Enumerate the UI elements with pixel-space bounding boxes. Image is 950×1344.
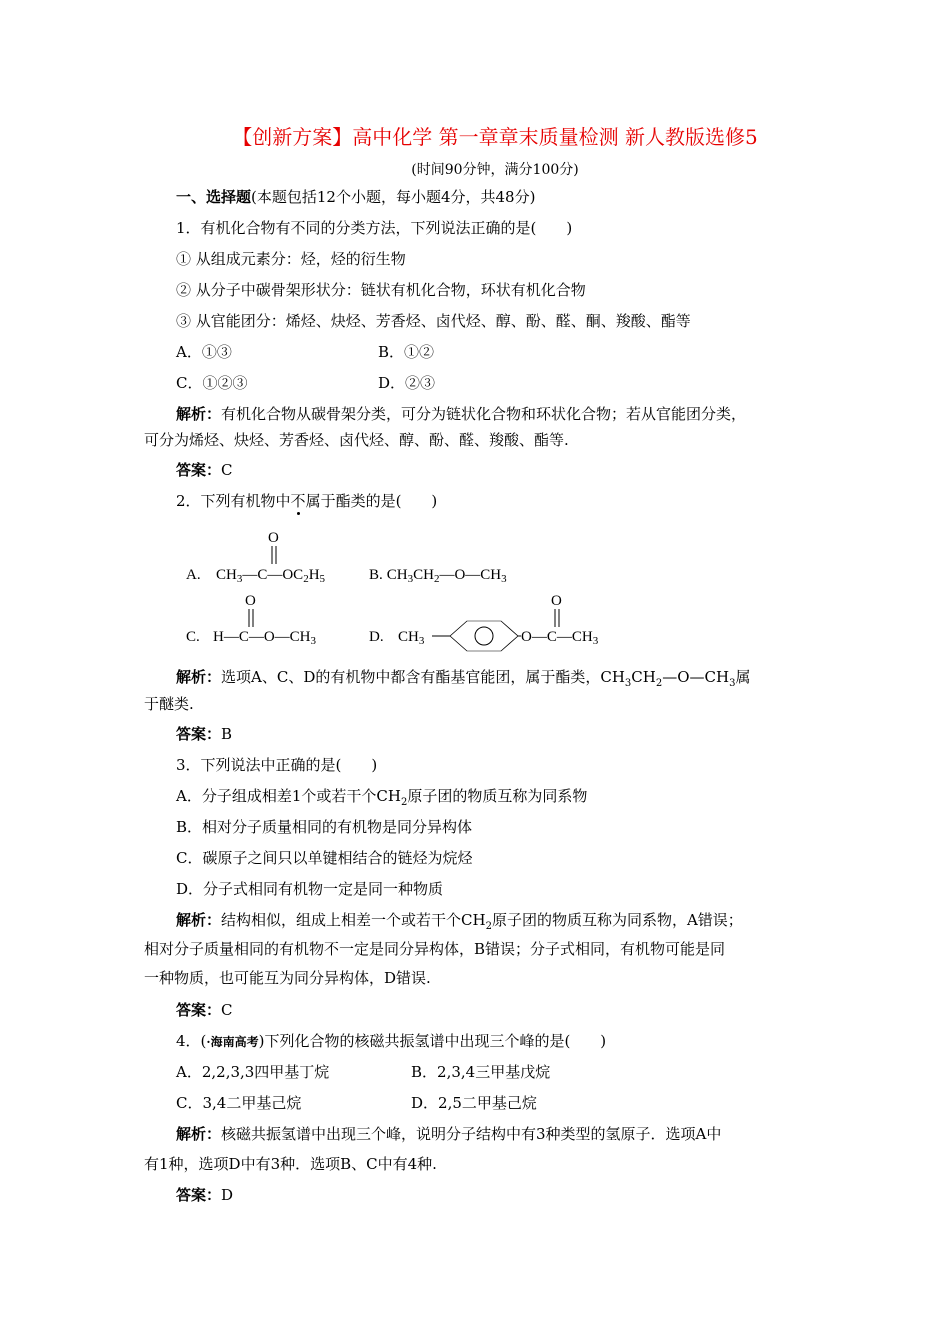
q4-analysis-line-2: 有1种，选项D中有3种．选项B、C中有4种. (144, 1155, 437, 1173)
q1-stem: 1．有机化合物有不同的分类方法，下列说法正确的是( ) (176, 219, 573, 237)
q3-option-c: C．碳原子之间只以单键相结合的链烃为烷烃 (176, 849, 473, 867)
q2-a-carbonyl-o: O (268, 530, 279, 546)
q2-c-label: C. (186, 629, 200, 645)
q1-analysis-line-2: 可分为烯烃、炔烃、芳香烃、卤代烃、醇、酚、醛、羧酸、酯等. (144, 431, 569, 449)
emphasis-dot-char: 不 (290, 492, 306, 510)
section-heading-desc: (本题包括12个小题，每小题4分，共48分) (251, 188, 536, 206)
q3-option-a: A．分子组成相差1个或若干个$CH_2$原子团的物质互称为同系物 (176, 787, 588, 808)
q2-analysis-line-1: 解析：选项A、C、D的有机物中都含有酯基官能团，属于酯类，$CH_3CH_2—O—CH_3$属 (176, 668, 751, 689)
q2-d-ester: $O—C—CH_3$ (521, 629, 599, 647)
q2-answer: 答案：B (176, 725, 233, 743)
q1-option-a: A．①③ (176, 343, 232, 361)
q2-d-carbonyl-o: O (551, 593, 562, 609)
q2-a-formula: $CH_3—C—OC_2H_5$ (216, 567, 326, 585)
q4-option-d: D．2,5二甲基己烷 (411, 1094, 537, 1112)
q2-b-formula: B. $CH_3CH_2—O—CH_3$ (369, 567, 507, 585)
benzene-ring-icon (450, 621, 518, 651)
q1-option-b: B．①② (378, 343, 435, 361)
q1-statement-3: ③ 从官能团分：烯烃、炔烃、芳香烃、卤代烃、醇、酚、醛、酮、羧酸、酯等 (176, 312, 691, 330)
q1-option-d: D．②③ (378, 374, 436, 392)
section-heading (176, 186, 535, 208)
answer-label: 答案： (176, 461, 222, 479)
q1-answer: 答案：C (176, 461, 233, 479)
q4-option-b: B．2,3,4三甲基戊烷 (411, 1063, 551, 1081)
q2-structures (0, 525, 950, 655)
benzene-aromatic-circle-icon (475, 627, 493, 645)
q4-stem: 4．(·海南高考)下列化合物的核磁共振氢谱中出现三个峰的是( ) (176, 1032, 607, 1050)
q4-option-a: A．2,2,3,3四甲基丁烷 (176, 1063, 330, 1081)
section-heading-label: 一、选择题 (176, 188, 252, 206)
q2-d-label: D. (369, 629, 384, 645)
q3-analysis-line-2: 相对分子质量相同的有机物不一定是同分异构体，B错误；分子式相同，有机物可能是同 (144, 940, 726, 958)
q2-stem: 2．下列有机物中不属于酯类的是( ) (176, 492, 438, 510)
q2-analysis-line-2: 于醚类. (144, 695, 194, 713)
q3-analysis-line-3: 一种物质，也可能互为同分异构体，D错误. (144, 969, 431, 987)
q2-c-carbonyl-o: O (245, 593, 256, 609)
q4-answer: 答案：D (176, 1186, 234, 1204)
exam-time-note: (时间90分钟，满分100分) (411, 162, 579, 178)
analysis-label: 解析： (176, 405, 222, 423)
q3-option-d: D．分子式相同有机物一定是同一种物质 (176, 880, 444, 898)
q4-option-c: C．3,4二甲基己烷 (176, 1094, 302, 1112)
q1-option-c: C．①②③ (176, 374, 248, 392)
q3-option-b: B．相对分子质量相同的有机物是同分异构体 (176, 818, 473, 836)
page-title: 【创新方案】高中化学 第一章章末质量检测 新人教版选修5 (232, 125, 758, 149)
q3-analysis-line-1: 解析：结构相似，组成上相差一个或若干个$CH_2$原子团的物质互称为同系物，A错误； (176, 911, 743, 932)
q1-analysis-line-1: 解析：有机化合物从碳骨架分类，可分为链状化合物和环状化合物；若从官能团分类， (176, 405, 747, 423)
q4-analysis-line-1: 解析：核磁共振氢谱中出现三个峰，说明分子结构中有3种类型的氢原子．选项A中 (176, 1125, 722, 1143)
q2-a-label: A. (186, 567, 201, 583)
q1-statement-2: ② 从分子中碳骨架形状分：链状有机化合物，环状有机化合物 (176, 281, 586, 299)
q1-statement-1: ① 从组成元素分：烃，烃的衍生物 (176, 250, 406, 268)
q3-answer: 答案：C (176, 1001, 233, 1019)
q2-c-formula: $H—C—O—CH_3$ (213, 629, 317, 647)
q2-d-methyl: $CH_3$ (398, 629, 425, 647)
q3-stem: 3．下列说法中正确的是( ) (176, 756, 378, 774)
q4-source-tag: ·海南高考 (206, 1035, 259, 1049)
